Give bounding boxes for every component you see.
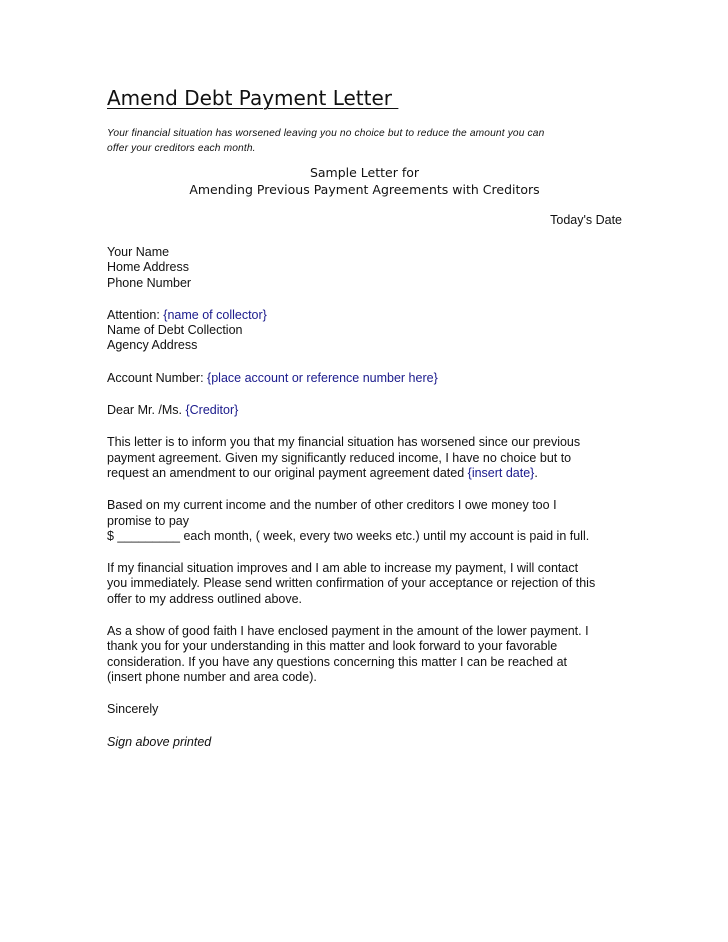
paragraph-line: Based on my current income and the number of other creditors I owe money too I (107, 498, 557, 513)
closing: Sincerely (107, 702, 159, 717)
paragraph-line: payment agreement. Given my significantly reduced income, I have no choice but to (107, 450, 572, 465)
sender-block (107, 245, 622, 291)
attention-line (107, 308, 622, 323)
recipient-block (107, 308, 622, 354)
paragraph-line: (insert phone number and area code). (107, 669, 317, 684)
document-title: Amend Debt Payment Letter (107, 86, 399, 110)
paragraph-line: consideration. If you have any questions concerning this matter I can be reached at (107, 654, 567, 669)
letter-date: Today's Date (550, 213, 622, 227)
paragraph-1 (107, 435, 622, 481)
agency-address: Agency Address (107, 338, 198, 353)
account-label: Account Number: (107, 370, 208, 385)
attention-label: Attention: (107, 307, 164, 322)
intro-text (107, 127, 622, 156)
account-block (107, 371, 622, 386)
paragraph-line: you immediately. Please send written confirmation of your acceptance or rejection of this (107, 576, 596, 591)
paragraph-2 (107, 498, 622, 544)
sample-heading-line: Amending Previous Payment Agreements with Creditors (189, 182, 540, 197)
paragraph-line: This letter is to inform you that my financial situation has worsened since our previous (107, 435, 581, 450)
paragraph-text: . (534, 465, 538, 480)
salutation-line (107, 403, 622, 418)
paragraph-line: promise to pay (107, 513, 189, 528)
account-placeholder: {place account or reference number here} (207, 370, 438, 385)
salutation-block (107, 403, 622, 418)
paragraph-line: If my financial situation improves and I am able to increase my payment, I will contact (107, 561, 579, 576)
paragraph-line (107, 466, 622, 481)
signature-line: Sign above printed (107, 734, 212, 749)
sample-heading-line: Sample Letter for (309, 165, 420, 180)
salutation-text: Dear Mr. /Ms. (107, 403, 186, 418)
sender-address: Home Address (107, 260, 189, 275)
letter-content (107, 84, 622, 750)
paragraph-4 (107, 624, 622, 685)
payment-amount-line: $ _________ each month, ( week, every two weeks etc.) until my account is paid in full. (107, 528, 590, 543)
paragraph-text: request an amendment to our original payment agreement dated (107, 465, 468, 480)
intro-line: offer your creditors each month. (107, 142, 256, 154)
paragraph-3 (107, 561, 622, 607)
paragraph-line: thank you for your understanding in this matter and look forward to your favorable (107, 639, 558, 654)
salutation-placeholder: {Creditor} (185, 403, 239, 418)
sender-name: Your Name (107, 245, 170, 259)
paragraph-line: offer to my address outlined above. (107, 591, 303, 606)
sample-heading (107, 164, 622, 198)
attention-placeholder: {name of collector} (163, 307, 267, 322)
intro-line: Your financial situation has worsened leaving you no choice but to reduce the amount you can (107, 128, 545, 139)
account-line (107, 371, 622, 386)
paragraph-line: As a show of good faith I have enclosed payment in the amount of the lower payment. I (107, 624, 589, 639)
sender-phone: Phone Number (107, 275, 192, 290)
agency-name: Name of Debt Collection (107, 323, 243, 338)
date-placeholder: {insert date} (467, 465, 535, 480)
